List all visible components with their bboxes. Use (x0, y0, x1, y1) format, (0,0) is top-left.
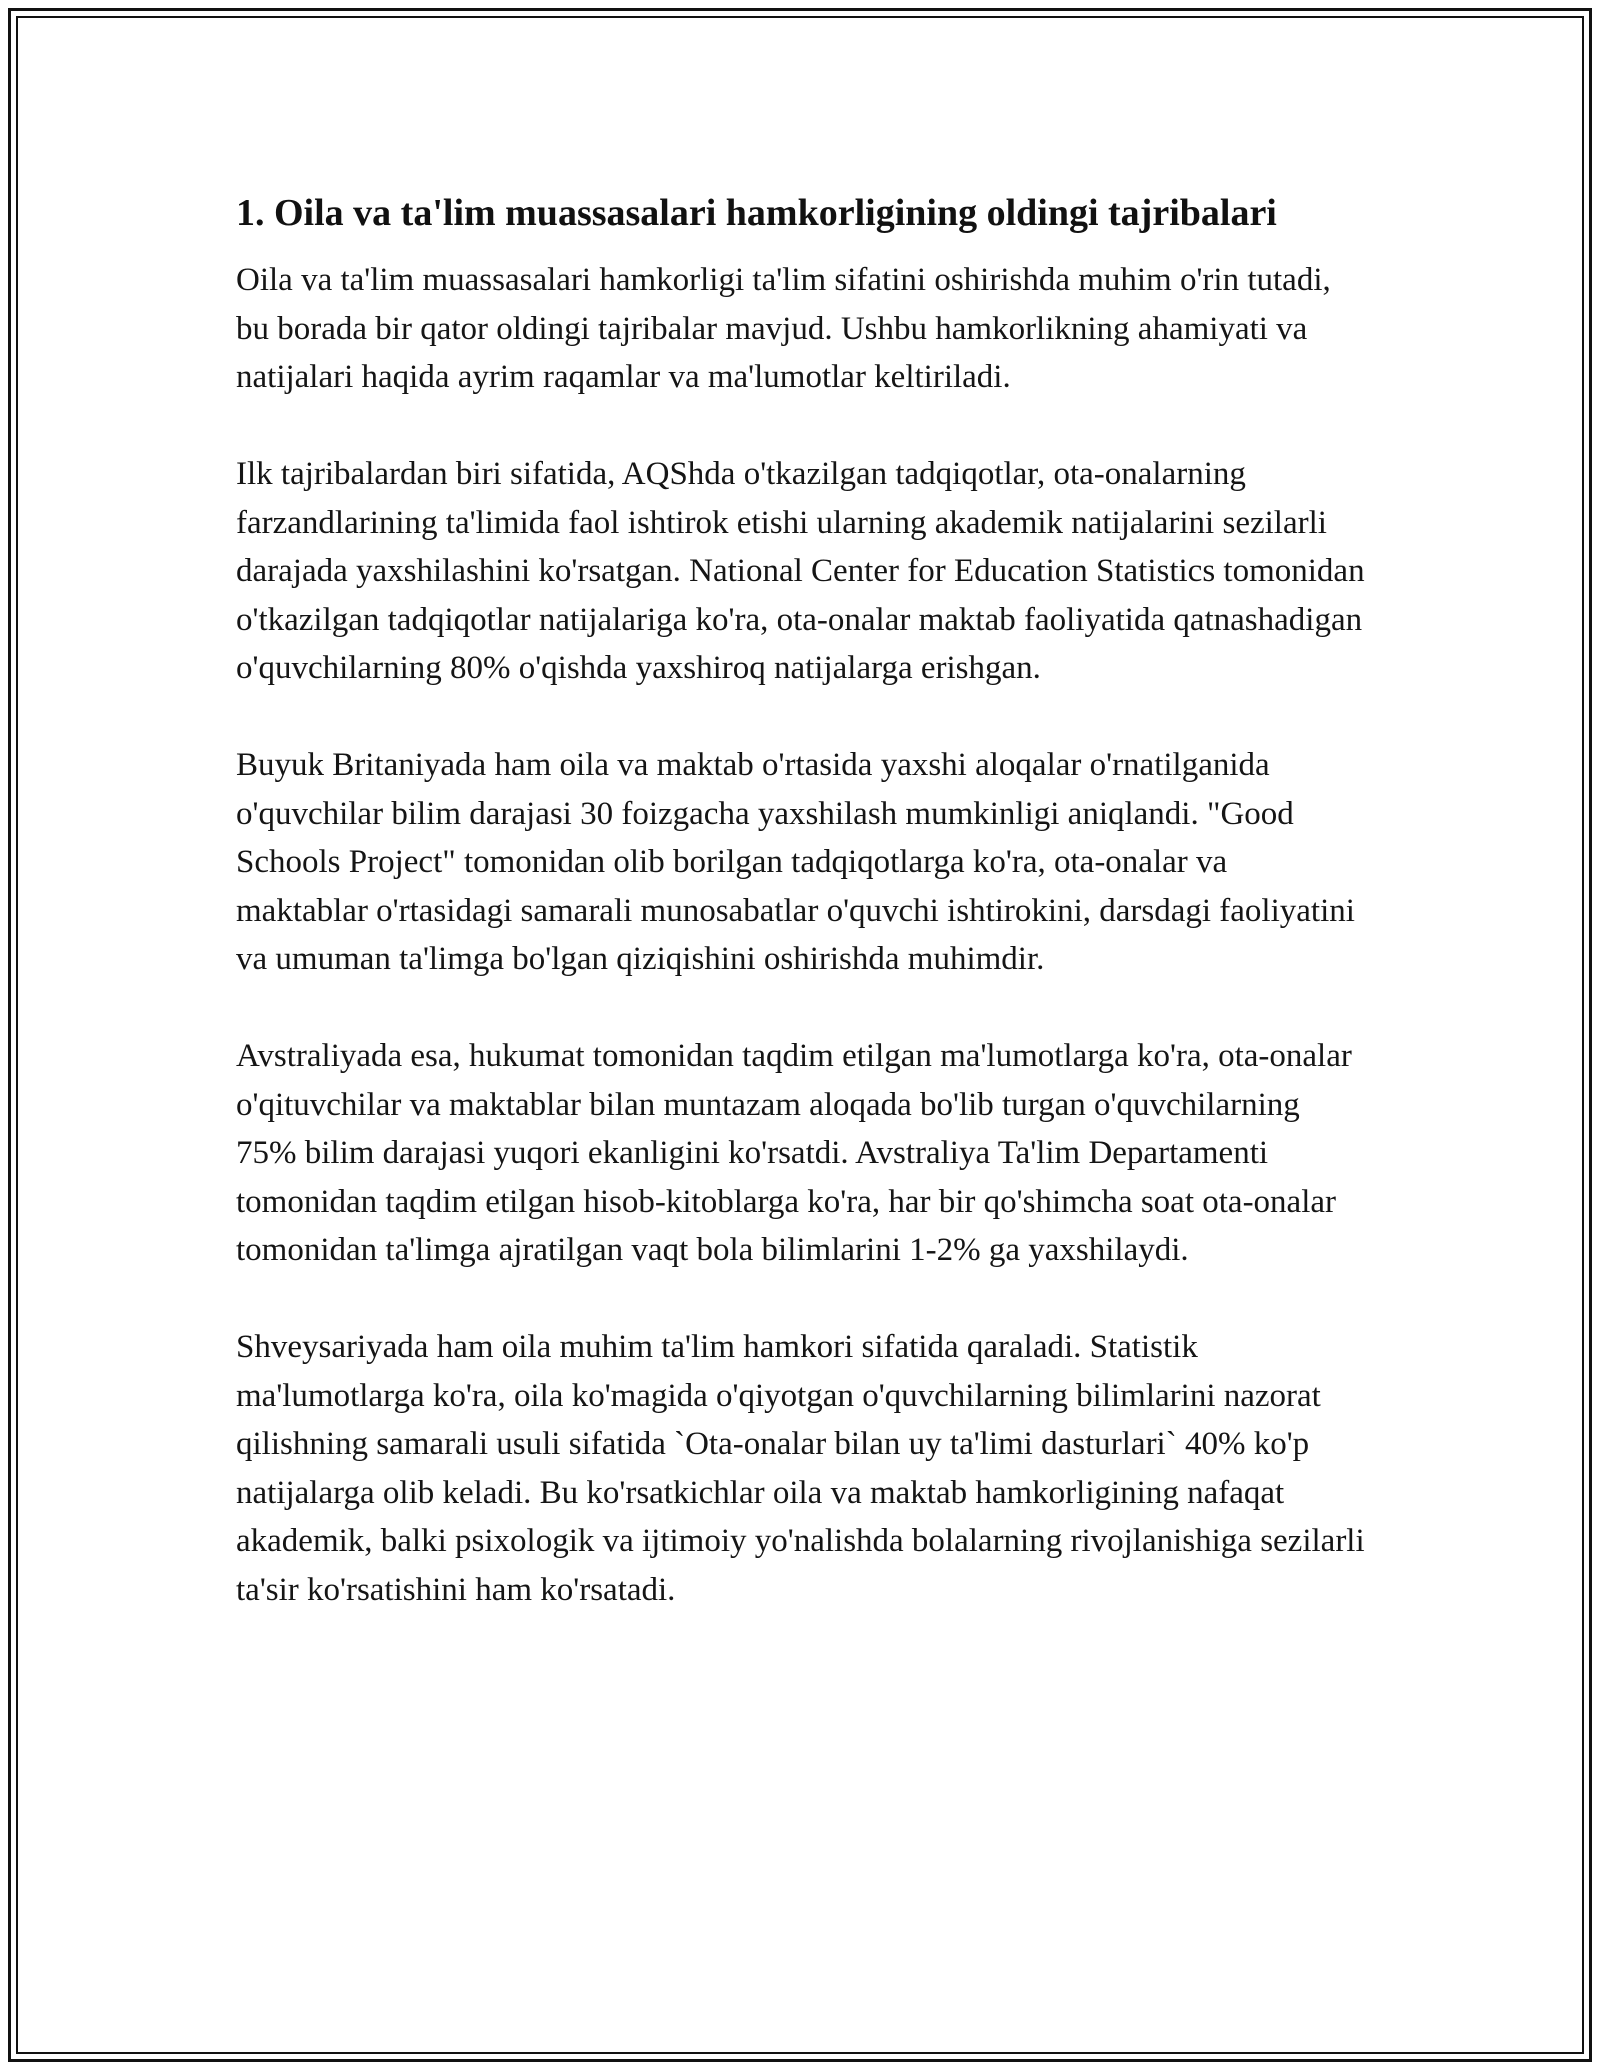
paragraph-australia: Avstraliyada esa, hukumat tomonidan taqdim etilgan ma'lumotlarga ko'ra, ota-onalar o'qituvchilar va maktablar bilan muntazam aloqada bo'lib turgan o'quvchilarning 75% bilim darajasi yuqori ekanligini ko'rsatdi. Avstraliya Ta'lim Departamenti tomonidan taqdim etilgan hisob-kitoblarga ko'ra, har bir qo'shimcha soat ota-onalar tomonidan ta'limga ajratilgan vaqt bola bilimlarini 1-2% ga yaxshilaydi. (236, 1038, 1352, 1268)
document-body (236, 186, 1366, 1663)
paragraph-uk: Buyuk Britaniyada ham oila va maktab o'rtasida yaxshi aloqalar o'rnatilganida o'quvchilar bilim darajasi 30 foizgacha yaxshilash mumkinligi aniqlandi. "Good Schools Project" tomonidan olib borilgan tadqiqotlarga ko'ra, ota-onalar va maktablar o'rtasidagi samarali munosabatlar o'quvchi ishtirokini, darsdagi faoliyatini va umuman ta'limga bo'lgan qiziqishini oshirishda muhimdir. (236, 747, 1355, 977)
paragraph-intro: Oila va ta'lim muassasalari hamkorligi ta'lim sifatini oshirishda muhim o'rin tutadi, bu borada bir qator oldingi tajribalar mavjud. Ushbu hamkorlikning ahamiyati va natijalari haqida ayrim raqamlar va ma'lumotlar keltiriladi. (236, 262, 1331, 395)
section-heading: 1. Oila va ta'lim muassasalari hamkorligining oldingi tajribalari (236, 192, 1277, 234)
paragraph-usa: Ilk tajribalardan biri sifatida, AQShda o'tkazilgan tadqiqotlar, ota-onalarning farzandlarining ta'limida faol ishtirok etishi ularning akademik natijalarini sezilarli darajada yaxshilashini ko'rsatgan. National Center for Education Statistics tomonidan o'tkazilgan tadqiqotlar natijalariga ko'ra, ota-onalar maktab faoliyatida qatnashadigan o'quvchilarning 80% o'qishda yaxshiroq natijalarga erishgan. (236, 456, 1365, 686)
paragraph-switzerland: Shveysariyada ham oila muhim ta'lim hamkori sifatida qaraladi. Statistik ma'lumotlarga ko'ra, oila ko'magida o'qiyotgan o'quvchilarning bilimlarini nazorat qilishning samarali usuli sifatida `Ota-onalar bilan uy ta'limi dasturlari` 40% ko'p natijalarga olib keladi. Bu ko'rsatkichlar oila va maktab hamkorligining nafaqat akademik, balki psixologik va ijtimoiy yo'nalishda bolalarning rivojlanishiga sezilarli ta'sir ko'rsatishini ham ko'rsatadi. (236, 1329, 1365, 1608)
